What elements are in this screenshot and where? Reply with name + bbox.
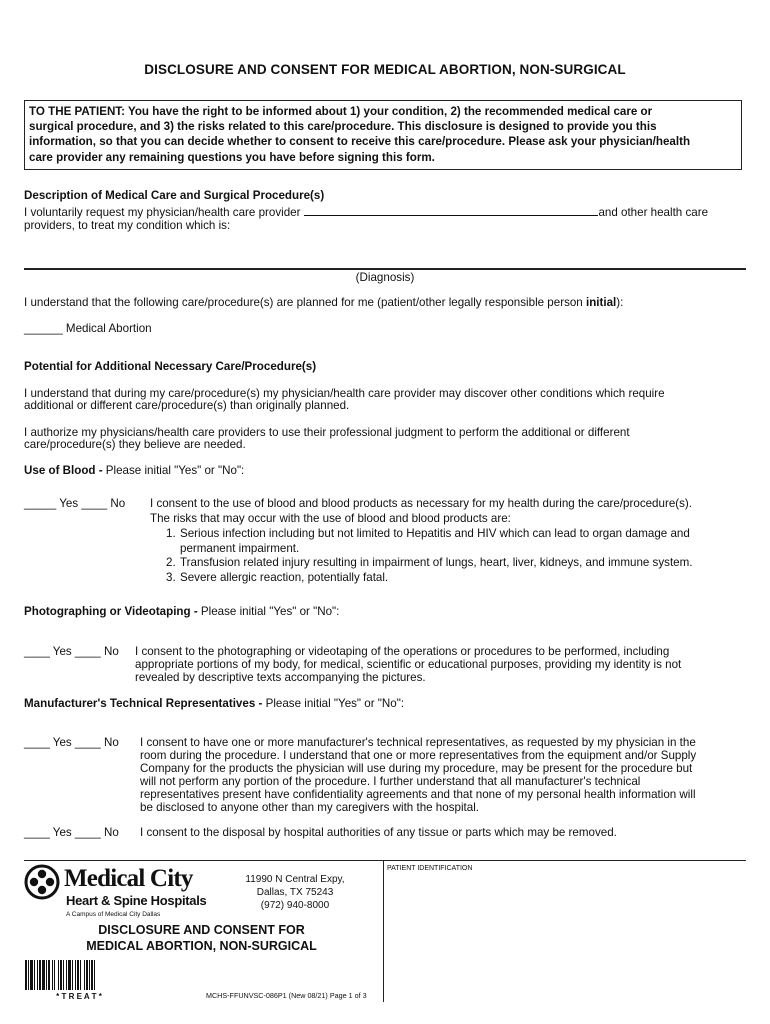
footer-form-title	[24, 922, 379, 954]
condition-line: providers, to treat my condition which is:	[24, 219, 231, 232]
risk-text: Transfusion related injury resulting in impairment of lungs, heart, liver, kidneys, and immune system.	[180, 556, 693, 569]
blood-instruction: Please initial "Yes" or "No":	[102, 464, 245, 477]
blood-risk-item	[166, 556, 693, 570]
reps-consent-line1: I consent to have one or more manufacturer's technical representatives, as requested by my physician in the	[140, 736, 696, 749]
reps-instruction: Please initial "Yes" or "No":	[262, 697, 405, 710]
reps-consent-line4: will not perform any portion of the procedure. I further understand that all manufacturer's technical	[140, 775, 641, 788]
footer-vertical-divider	[383, 860, 384, 1002]
additional-para2-line2: care/procedure(s) they believe are needed.	[24, 438, 246, 451]
footer-title-line1: DISCLOSURE AND CONSENT FOR	[98, 923, 305, 937]
blood-risk-item	[166, 527, 690, 541]
planned-suffix: ):	[616, 296, 624, 309]
reps-consent-line6: be disclosed to anyone other than my caregivers with the hospital.	[140, 801, 479, 814]
barcode-text: * T R E A T *	[56, 992, 102, 1001]
additional-care-heading: Potential for Additional Necessary Care/Procedure(s)	[24, 360, 317, 373]
reps-heading: Manufacturer's Technical Representatives -	[24, 697, 263, 710]
notice-line: TO THE PATIENT: You have the right to be informed about 1) your condition, 2) the recommended medical care or	[29, 105, 653, 118]
blood-consent-line2: The risks that may occur with the use of blood and blood products are:	[150, 512, 511, 525]
disposal-yes-no-initials[interactable]: ____ Yes ____ No	[24, 826, 119, 839]
blood-yes-no-initials[interactable]: _____ Yes ____ No	[24, 497, 126, 510]
blood-risk-item	[166, 571, 388, 585]
description-heading: Description of Medical Care and Surgical Procedure(s)	[24, 189, 325, 202]
patient-notice-box	[24, 100, 742, 170]
photo-consent-line1: I consent to the photographing or videotaping of the operations or procedures to be performed, including	[135, 645, 670, 658]
form-code: MCHS-FFUNVSC-086P1 (New 08/21) Page 1 of 3	[206, 991, 367, 1000]
reps-consent-line3: Company for the products the physician will use during my procedure, may be present for the procedure but	[140, 762, 693, 775]
notice-line: care provider any remaining questions you have before signing this form.	[29, 150, 435, 164]
photo-consent-line2: appropriate portions of my body, for medical, scientific or educational purposes, providing my identity is not	[135, 658, 682, 671]
patient-identification-label: PATIENT IDENTIFICATION	[387, 865, 473, 872]
photo-yes-no-initials[interactable]: ____ Yes ____ No	[24, 645, 119, 658]
planned-initial-word: initial	[585, 296, 617, 309]
risk-number: 3.	[166, 571, 176, 584]
blood-risk-continuation: permanent impairment.	[180, 542, 300, 555]
risk-number: 2.	[166, 556, 176, 569]
barcode	[25, 960, 98, 990]
address-line2: Dallas, TX 75243	[256, 887, 334, 898]
blood-consent-line1: I consent to the use of blood and blood products as necessary for my health during the care/procedure(s).	[150, 497, 693, 510]
disposal-consent-text: I consent to the disposal by hospital authorities of any tissue or parts which may be removed.	[140, 826, 617, 839]
reps-yes-no-initials[interactable]: ____ Yes ____ No	[24, 736, 119, 749]
footer-divider	[24, 860, 746, 861]
medical-city-logo-icon	[24, 864, 60, 900]
provider-name-field[interactable]	[304, 204, 598, 216]
reps-heading-line	[24, 697, 404, 711]
planned-line	[24, 296, 623, 310]
risk-text: Serious infection including but not limited to Hepatitis and HIV which can lead to organ damage and	[180, 527, 690, 540]
reps-consent-line2: room during the procedure. I understand that one or more representatives from the equipment and/or Supply	[140, 749, 697, 762]
photo-consent-line3: revealed by descriptive texts accompanying the pictures.	[135, 671, 426, 684]
blood-heading-line	[24, 464, 244, 478]
provider-line-suffix: and other health care	[598, 206, 709, 219]
diagnosis-field-line[interactable]	[24, 268, 746, 270]
photo-heading: Photographing or Videotaping -	[24, 605, 198, 618]
additional-para1-line2: additional or different care/procedure(s) than originally planned.	[24, 399, 350, 412]
provider-line	[24, 204, 749, 220]
reps-consent-line5: representatives present have confidentiality agreements and that none of my personal health information will	[140, 788, 696, 801]
additional-para1-line1: I understand that during my care/procedure(s) my physician/health care provider may discover other conditions which require	[24, 387, 665, 400]
barcode-bar	[95, 960, 98, 990]
additional-para2-line1: I authorize my physicians/health care providers to use their professional judgment to perform the additional or different	[24, 426, 630, 439]
logo-sub-text: Heart & Spine Hospitals	[66, 893, 207, 908]
hospital-address	[240, 873, 350, 912]
risk-text: Severe allergic reaction, potentially fatal.	[180, 571, 389, 584]
logo-main-text: Medical City	[64, 865, 193, 892]
photo-instruction: Please initial "Yes" or "No":	[197, 605, 340, 618]
hospital-phone: (972) 940-8000	[260, 900, 330, 911]
footer-title-line2: MEDICAL ABORTION, NON-SURGICAL	[86, 939, 317, 953]
notice-line: information, so that you can decide whether to consent to receive this care/procedure. Please ask your physician/health	[29, 135, 691, 149]
planned-prefix: I understand that the following care/procedure(s) are planned for me (patient/other legally responsible person	[24, 296, 586, 309]
risk-number: 1.	[166, 527, 176, 540]
campus-text: A Campus of Medical City Dallas	[66, 911, 161, 918]
provider-line-prefix: I voluntarily request my physician/health care provider	[24, 206, 301, 219]
address-line1: 11990 N Central Expy,	[245, 874, 345, 885]
blood-heading: Use of Blood -	[24, 464, 103, 477]
notice-line: surgical procedure, and 3) the risks related to this care/procedure. This disclosure is designed to provide you this	[29, 120, 657, 134]
medical-abortion-initial-line[interactable]: ______ Medical Abortion	[24, 322, 152, 335]
photo-heading-line	[24, 605, 339, 619]
diagnosis-label: (Diagnosis)	[355, 271, 415, 284]
page-title: DISCLOSURE AND CONSENT FOR MEDICAL ABORTION, NON-SURGICAL	[144, 62, 626, 77]
